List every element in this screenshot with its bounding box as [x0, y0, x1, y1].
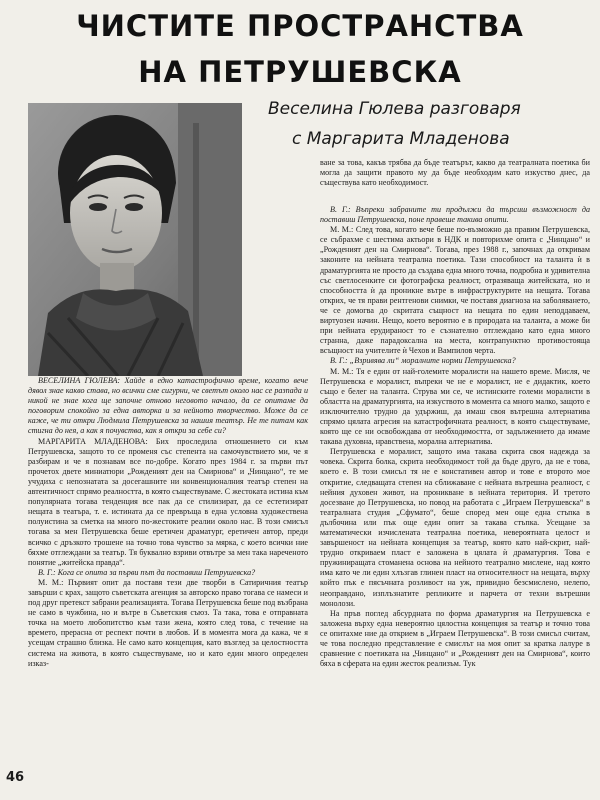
article-right-column: [320, 205, 590, 669]
interview-answer: МАРГАРИТА МЛАДЕНОВА: Бих проследила отношението си към Петрушевска, защото то се променя със степента на самочувствието ми, че я разбирам и че я познавам все по-добре. Когато през 1984 г. за първи път прочетох двете миниатюри „Рожденият ден на Смирнова“ и „Чинцано“, те ме учудиха с непознатата за досегашните ни конвенционалния театър степен на автентичност спрямо реалността, в която съществуваме. С жестоката истина към популярната тогава тенденция все пак да се стилизират, да се естетизират нещата в театъра, т. е. истината да се превръща в една условна художествена полуистина за сметка на много по-жестоките реалии около нас. В този смисъл тогава за мен Петрушевска беше еретичен драматург, еретичен автор, преди всичко с дръзкото трошене на точно това чувство за мярка, с което всички ние бяхме отглеждани за театър. Тя буквално взриви отвътре за мен така нареченото понятие „житейска правда“.: [28, 436, 308, 567]
article-left-column: [28, 376, 308, 669]
interview-question: ВЕСЕЛИНА ГЮЛЕВА: Хайде в едно катастрофично време, когато вече дявол знае какво става, но всички сме сигурни, че светът около нас се разпада и никой не знае кога ще започне отново неговото начало, да се опитаме да поговорим спокойно за една авторка и за нейното творчество. Може да се каже, че ти откри Людмила Петрушевска за нашия театър. Не те питам как стигна до нея, а как я почувства, как я откри за себе си?: [28, 376, 308, 436]
byline-line2: с Маргарита Младенова: [292, 129, 510, 149]
interview-answer: М. М.: Тя е един от най-големите моралисти на нашето време. Мисля, че Петрушевска е моралист, въпреки че не е моралист, не е дидактик, което също е белег на таланта. Струва ми се, че истинските големи моралисти в областта на драматургията, на изкуството в момента са много малко, защото е изключително трудно да удържиш, да имаш своя вътрешна алтернатива спрямо цялата агресия на катастрофичната реалност, в която съществуваме, която ще се ни освобождава от необходимостта, от задължението да имаме такава духовна, нравствена, морална алтернатива.: [320, 366, 590, 447]
page-number: 46: [6, 770, 25, 785]
interview-answer: Петрушевска е моралист, защото има такава скрита своя надежда за човека. Скрита болка, скрита необходимост той да бъде друго, да не е това, което е. В този смисъл тя не е констативен автор и тове е второто мое откритие, следващата степен на сближаване с нейната вътрешна реалност, с нейния духовен живот, на проникване в нейната територия. И третото досезване до Петрушевска, но повод на работата с „Играем Петрушевска“ в театралната студия „Сфумато“, беше според мен още една стъпка в дълбочина или пък още един опит за такава стъпка. Усещане за математически изчислената театрална поетика, невероятната целост и завършеност на нейната концепция за театър, която като най-скрит, най-трудно откриваем пласт е заложена в цялата ѝ драматургия. Това е пружиниращата стоманена основа на нейното театрално мислене, над която има като че ли един хлъзгав глинен пласт на относителност на нещата, върху който пък е пясъчната розливост на уж, привидно безсмислено, нелепо, неоправдано, изплъзнатите репликите и парчета от техни вътрешни монолози.: [320, 447, 590, 608]
paragraph-continuation: ване за това, какъв трябва да бъде театърът, какво да театралната поетика би могла да защити правото му да бъде необходим като изкуство днес, да съществува като необходимост.: [320, 158, 590, 188]
interview-answer: М. М.: След това, когато вече беше по-възможно да правим Петрушевска, се събрахме с шестима актьори в НДК и повторихме опита с „Чинцано“ и „Рожденият ден на Смирнова“. Тогава, през 1988 г., започнах да откривам законите на нейната театрална поетика. Тази способност на таланта ѝ в драматургията не просто да създава една много точна, подробна и удивителна със светлосенките си фотографска реалност, отразяваща житейската, но и способността ѝ да проникне вътре в инфраструктурите на нещата. Тогава открих, че тя прави рентгенови снимки, че поставя диагноза на заболяването, че се домогва до скритата същност на нещата по един неподдаваем, виртуозен начин. Нещо, което вероятно е в природата на таланта, а може би при нейната ерудираност то е съзнателно отглеждано като една много странна, даже парадоксална на места, контрапунктно противостояща всъщност на учителите ѝ Чехов и Вампилов черта.: [320, 225, 590, 356]
byline-line1: Веселина Гюлева разговаря: [268, 99, 521, 119]
article-title-line2: НА ПЕТРУШЕВСКА: [138, 55, 462, 89]
interview-answer: На пръв поглед абсурдната по форма драматургия на Петрушевска е заложена върху една невероятно цялостна концепция за театър и точно това се опитахме ние да открием в „Играем Петрушевска“. В този смисъл считам, че това последно представление е смислът на моя опит за кратка лалуре в сравнение с поетиката на „Чинцано“ и „Рожденият ден на Смирнова“, които бяха в сферата на един жесток реализъм. Тук: [320, 608, 590, 669]
interview-question: В. Г.: „Взривява ли“ моралните норми Петрушевска?: [330, 356, 516, 366]
article-right-column-top: [320, 158, 590, 188]
interview-answer: М. М.: Първият опит да поставя тези две творби в Сатиричния театър завърши с крах, защото съветската агенция за авторско право тогава се намеси и под друг претекст забрани реализацията. Тогава Петрушевска беше под възбрана не само в чужбина, но и вътре в Съветския съюз. Та така, това е отправната точка на моето любопитство към тази жена, която след това, с течение на времето, прерасна от респект почти в любов. И в момента мога да кажа, че я усещам страшно близка. Не само като концепция, като възглед за целостността система на живота, в която съществуваме, но и като един много определен изказ-: [28, 577, 308, 668]
article-title-line1: ЧИСТИТЕ ПРОСТРАНСТВА: [76, 9, 524, 43]
interview-question: В. Г.: Кога се опита за първи път да поставиш Петрушевска?: [38, 567, 256, 577]
interview-question: В. Г.: Въпреки забраните ти продължи да търсиш възможност да поставиш Петрушевска, поне правеше такива опити.: [320, 205, 590, 225]
portrait-photo: [28, 103, 242, 376]
